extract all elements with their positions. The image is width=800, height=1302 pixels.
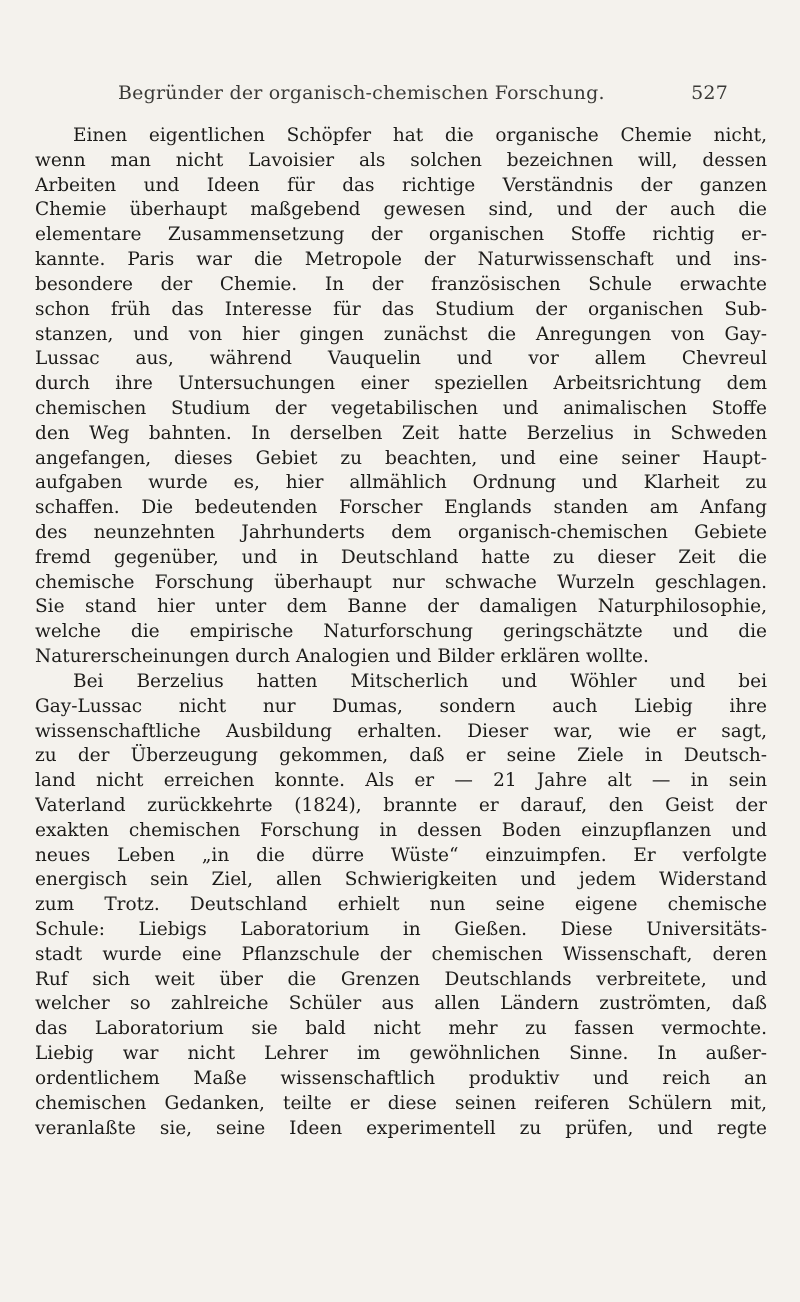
text-line: wissenschaftliche Ausbildung erhalten. Dieser war, wie er sagt, <box>35 720 767 742</box>
page-number: 527 <box>691 82 728 104</box>
text-line: Liebig war nicht Lehrer im gewöhnlichen Sinne. In außer- <box>35 1043 767 1065</box>
running-head <box>118 82 728 110</box>
text-line: neues Leben „in die dürre Wüste“ einzuimpfen. Er verfolgte <box>35 844 767 866</box>
text-line: des neunzehnten Jahrhunderts dem organisch-chemischen Gebiete <box>35 522 767 543</box>
text-line: chemischen Gedanken, teilte er diese seinen reiferen Schülern mit, <box>35 1092 767 1114</box>
text-line: durch ihre Untersuchungen einer speziellen Arbeitsrichtung dem <box>35 373 767 395</box>
text-line: aufgaben wurde es, hier allmählich Ordnung und Klarheit zu <box>35 472 767 494</box>
text-line: Gay-Lussac nicht nur Dumas, sondern auch Liebig ihre <box>35 695 767 717</box>
text-line: kannte. Paris war die Metropole der Naturwissenschaft und ins- <box>35 249 767 271</box>
text-line: besondere der Chemie. In der französischen Schule erwachte <box>35 273 767 295</box>
text-line: Naturerscheinungen durch Analogien und Bilder erklären wollte. <box>35 646 649 668</box>
body-text <box>35 124 767 1141</box>
text-line: veranlaßte sie, seine Ideen experimentell zu prüfen, und regte <box>35 1117 767 1139</box>
text-line: chemischen Studium der vegetabilischen und animalischen Stoffe <box>35 397 767 419</box>
text-line: Schule: Liebigs Laboratorium in Gießen. Diese Universitäts- <box>35 919 767 940</box>
text-line: Arbeiten und Ideen für das richtige Verständnis der ganzen <box>35 174 767 196</box>
text-line: exakten chemischen Forschung in dessen Boden einzupflanzen und <box>35 819 767 841</box>
text-line: Lussac aus, während Vauquelin und vor allem Chevreul <box>35 348 767 370</box>
text-line: energisch sein Ziel, allen Schwierigkeiten und jedem Widerstand <box>35 869 767 891</box>
text-line: ordentlichem Maße wissenschaftlich produktiv und reich an <box>35 1067 767 1089</box>
text-line: fremd gegenüber, und in Deutschland hatte zu dieser Zeit die <box>35 546 767 568</box>
text-line: das Laboratorium sie bald nicht mehr zu fassen vermochte. <box>35 1018 767 1040</box>
text-line: elementare Zusammensetzung der organischen Stoffe richtig er- <box>35 224 767 246</box>
text-line: wenn man nicht Lavoisier als solchen bezeichnen will, dessen <box>35 149 767 171</box>
text-line: welcher so zahlreiche Schüler aus allen Ländern zuströmten, daß <box>35 993 767 1015</box>
text-line: Vaterland zurückkehrte (1824), brannte er darauf, den Geist der <box>35 794 767 816</box>
text-line: welche die empirische Naturforschung geringschätzte und die <box>35 621 767 643</box>
text-line: Sie stand hier unter dem Banne der damaligen Naturphilosophie, <box>35 596 767 618</box>
text-line: Bei Berzelius hatten Mitscherlich und Wöhler und bei <box>73 670 767 692</box>
text-line: zum Trotz. Deutschland erhielt nun seine eigene chemische <box>35 894 767 916</box>
text-line: angefangen, dieses Gebiet zu beachten, und eine seiner Haupt- <box>35 447 767 469</box>
text-line: Chemie überhaupt maßgebend gewesen sind, und der auch die <box>35 199 767 221</box>
text-line: chemische Forschung überhaupt nur schwache Wurzeln geschlagen. <box>35 571 767 593</box>
text-line: schon früh das Interesse für das Studium der organischen Sub- <box>35 298 767 320</box>
text-line: land nicht erreichen konnte. Als er — 21 Jahre alt — in sein <box>35 770 767 792</box>
running-title: Begründer der organisch-chemischen Forschung. <box>118 82 605 104</box>
text-line: stadt wurde eine Pflanzschule der chemischen Wissenschaft, deren <box>35 943 767 965</box>
text-line: den Weg bahnten. In derselben Zeit hatte Berzelius in Schweden <box>35 422 767 444</box>
text-line: schaffen. Die bedeutenden Forscher Englands standen am Anfang <box>35 497 767 519</box>
text-line: Ruf sich weit über die Grenzen Deutschlands verbreitete, und <box>35 968 767 990</box>
text-line: Einen eigentlichen Schöpfer hat die organische Chemie nicht, <box>73 125 767 146</box>
text-line: zu der Überzeugung gekommen, daß er seine Ziele in Deutsch- <box>35 745 767 767</box>
text-line: stanzen, und von hier gingen zunächst die Anregungen von Gay- <box>35 323 767 345</box>
